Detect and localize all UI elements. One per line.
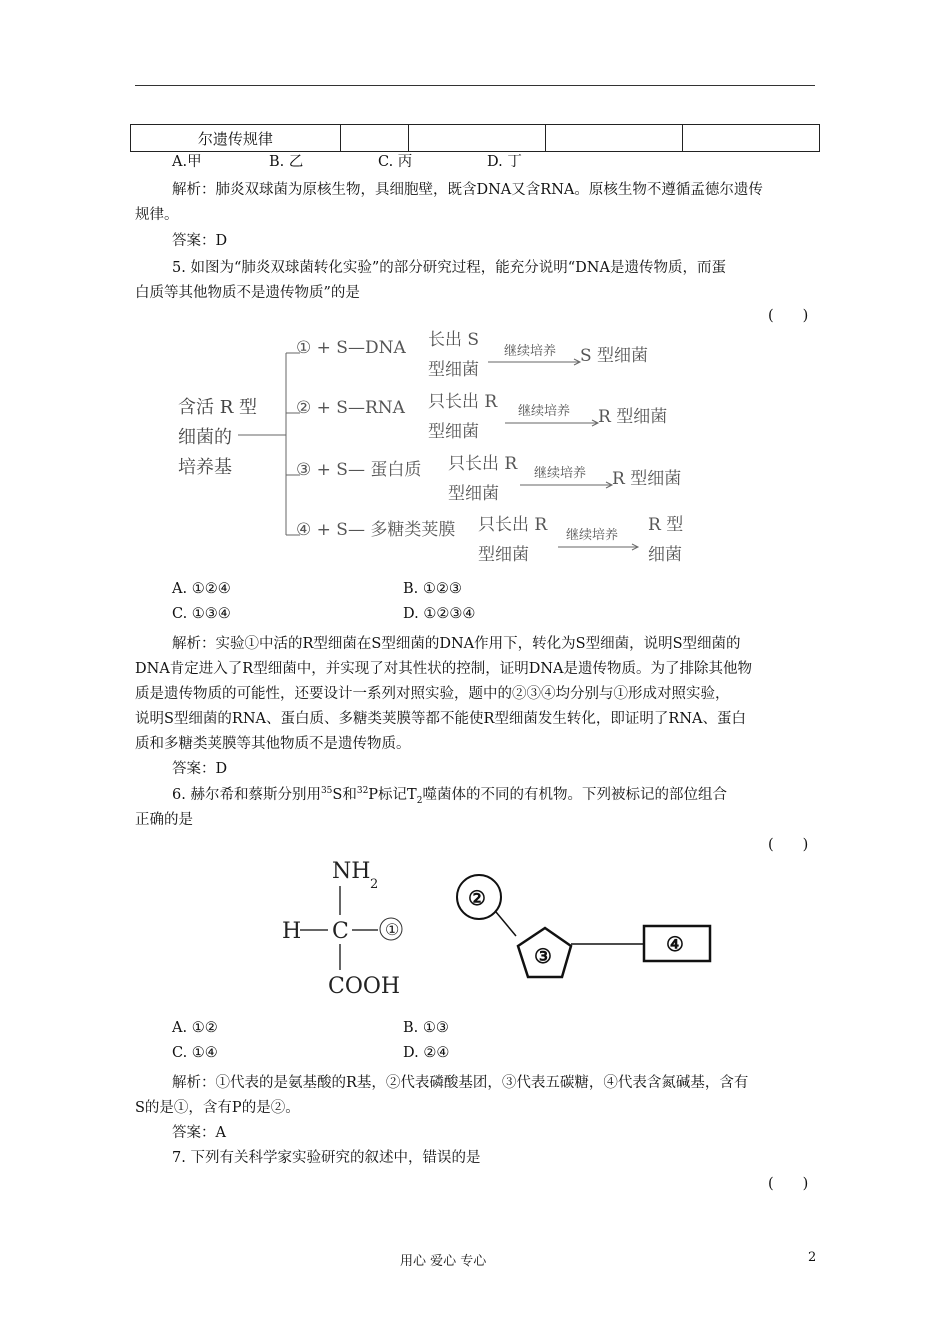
table-cell — [545, 125, 682, 152]
option-a: A. ①② — [172, 1020, 218, 1036]
q5-answer-paren: ( ) — [768, 308, 809, 324]
table-cell — [409, 125, 545, 152]
option-b: B. ①②③ — [403, 581, 462, 597]
row1-final: S 型细菌 — [580, 346, 649, 366]
option-b: B. 乙 — [269, 154, 304, 170]
row4-arrow-label: 继续培养 — [566, 528, 619, 543]
medium-label-1: 含活 R 型 — [178, 397, 257, 418]
table-cell: 尔遗传规律 — [131, 125, 341, 152]
q4-answer: 答案：D — [172, 233, 228, 249]
row2-arrow-label: 继续培养 — [518, 404, 571, 419]
row2-result-1: 只长出 R — [428, 392, 498, 412]
q5-analysis: 解析：实验①中活的R型细菌在S型细菌的DNA作用下，转化为S型细菌，说明S型细菌的 — [172, 636, 741, 652]
q4-options — [172, 150, 522, 171]
nh2-subscript: 2 — [370, 877, 379, 892]
header-rule — [135, 85, 815, 86]
row2-addition: ② + S—RNA — [296, 398, 405, 418]
q7-stem: 7. 下列有关科学家实验研究的叙述中，错误的是 — [172, 1150, 481, 1166]
option-d: D. ②④ — [403, 1045, 450, 1061]
isotope-35: 35 — [320, 786, 333, 797]
t2-subscript: 2 — [416, 795, 423, 806]
q6-stem-part: 噬菌体的不同的有机物。下列被标记的部位组合 — [422, 787, 727, 803]
molecule-structure-diagram — [270, 850, 730, 1000]
alpha-carbon: C — [332, 919, 349, 944]
q6-stem-part: S和 — [332, 787, 357, 803]
q5-answer: 答案：D — [172, 761, 228, 777]
q6-options-row1 — [172, 1020, 449, 1036]
table-cell — [682, 125, 819, 152]
row4-final-1: R 型 — [648, 515, 684, 535]
q6-stem-cont: 正确的是 — [135, 812, 193, 828]
row3-arrow-label: 继续培养 — [534, 466, 587, 481]
row4-final-2: 细菌 — [648, 545, 682, 565]
option-c: C. ①③④ — [172, 606, 231, 622]
row4-result-2: 型细菌 — [478, 545, 529, 565]
q7-answer-paren: ( ) — [768, 1176, 809, 1192]
row3-result-1: 只长出 R — [448, 454, 518, 474]
q5-options-row2 — [172, 606, 476, 622]
q4-analysis-cont: 规律。 — [135, 207, 179, 223]
nh2-group: NH — [332, 859, 371, 884]
row4-result-1: 只长出 R — [478, 515, 548, 535]
option-a: A.甲 — [172, 154, 202, 170]
q6-stem — [172, 783, 727, 806]
isotope-32: 32 — [356, 786, 369, 797]
medium-label-3: 培养基 — [178, 457, 232, 478]
q5-stem: 5. 如图为“肺炎双球菌转化实验”的部分研究过程，能充分说明“DNA是遗传物质，而蛋 — [172, 260, 726, 276]
label-3: ③ — [534, 944, 552, 968]
q4-analysis: 解析：肺炎双球菌为原核生物，具细胞壁，既含DNA又含RNA。原核生物不遵循孟德尔遗传 — [172, 182, 763, 198]
q6-answer: 答案：A — [172, 1125, 226, 1141]
row1-arrow-label: 继续培养 — [504, 344, 557, 359]
option-d: D. 丁 — [487, 154, 522, 170]
row1-result-1: 长出 S — [428, 330, 480, 350]
label-1: ① — [385, 920, 400, 939]
transformation-experiment-diagram — [160, 325, 720, 575]
row3-result-2: 型细菌 — [448, 484, 499, 504]
option-a: A. ①②④ — [172, 581, 231, 597]
label-2: ② — [468, 886, 486, 910]
q5-analysis-cont: 质和多糖类荚膜等其他物质不是遗传物质。 — [135, 736, 411, 752]
option-d: D. ①②③④ — [403, 606, 476, 622]
q6-stem-part: 6. 赫尔希和蔡斯分别用 — [172, 787, 321, 803]
hydrogen-atom: H — [282, 919, 302, 944]
table-cell — [340, 125, 409, 152]
q6-answer-paren: ( ) — [768, 837, 809, 853]
row1-addition: ① + S—DNA — [296, 338, 406, 358]
row3-addition: ③ + S— 蛋白质 — [296, 460, 422, 480]
q6-options-row2 — [172, 1045, 450, 1061]
q6-analysis: 解析：①代表的是氨基酸的R基，②代表磷酸基团，③代表五碳糖，④代表含氮碱基，含有 — [172, 1075, 749, 1091]
q5-options-row1 — [172, 581, 462, 597]
medium-label-2: 细菌的 — [178, 427, 232, 448]
page-number: 2 — [808, 1250, 817, 1265]
option-b: B. ①③ — [403, 1020, 449, 1036]
q5-analysis-cont: DNA肯定进入了R型细菌中，并实现了对其性状的控制，证明DNA是遗传物质。为了排除其他物 — [135, 661, 752, 677]
footer-motto: 用心 爱心 专心 — [400, 1254, 487, 1269]
carboxyl-group: COOH — [328, 974, 401, 999]
row2-result-2: 型细菌 — [428, 422, 479, 442]
row2-final: R 型细菌 — [598, 407, 668, 427]
option-c: C. 丙 — [378, 154, 413, 170]
label-4: ④ — [666, 932, 684, 956]
table-fragment — [130, 124, 820, 152]
q6-analysis-cont: S的是①，含有P的是②。 — [135, 1100, 300, 1116]
row4-addition: ④ + S— 多糖类荚膜 — [296, 520, 456, 540]
q5-analysis-cont: 质是遗传物质的可能性，还要设计一系列对照实验，题中的②③④均分别与①形成对照实验， — [135, 686, 730, 702]
q6-stem-part: P标记T — [368, 787, 417, 803]
row1-result-2: 型细菌 — [428, 360, 479, 380]
row3-final: R 型细菌 — [612, 469, 682, 489]
q5-analysis-cont: 说明S型细菌的RNA、蛋白质、多糖类荚膜等都不能使R型细菌发生转化，即证明了RNA、蛋白 — [135, 711, 747, 727]
q5-stem-cont: 白质等其他物质不是遗传物质”的是 — [135, 285, 360, 301]
option-c: C. ①④ — [172, 1045, 218, 1061]
